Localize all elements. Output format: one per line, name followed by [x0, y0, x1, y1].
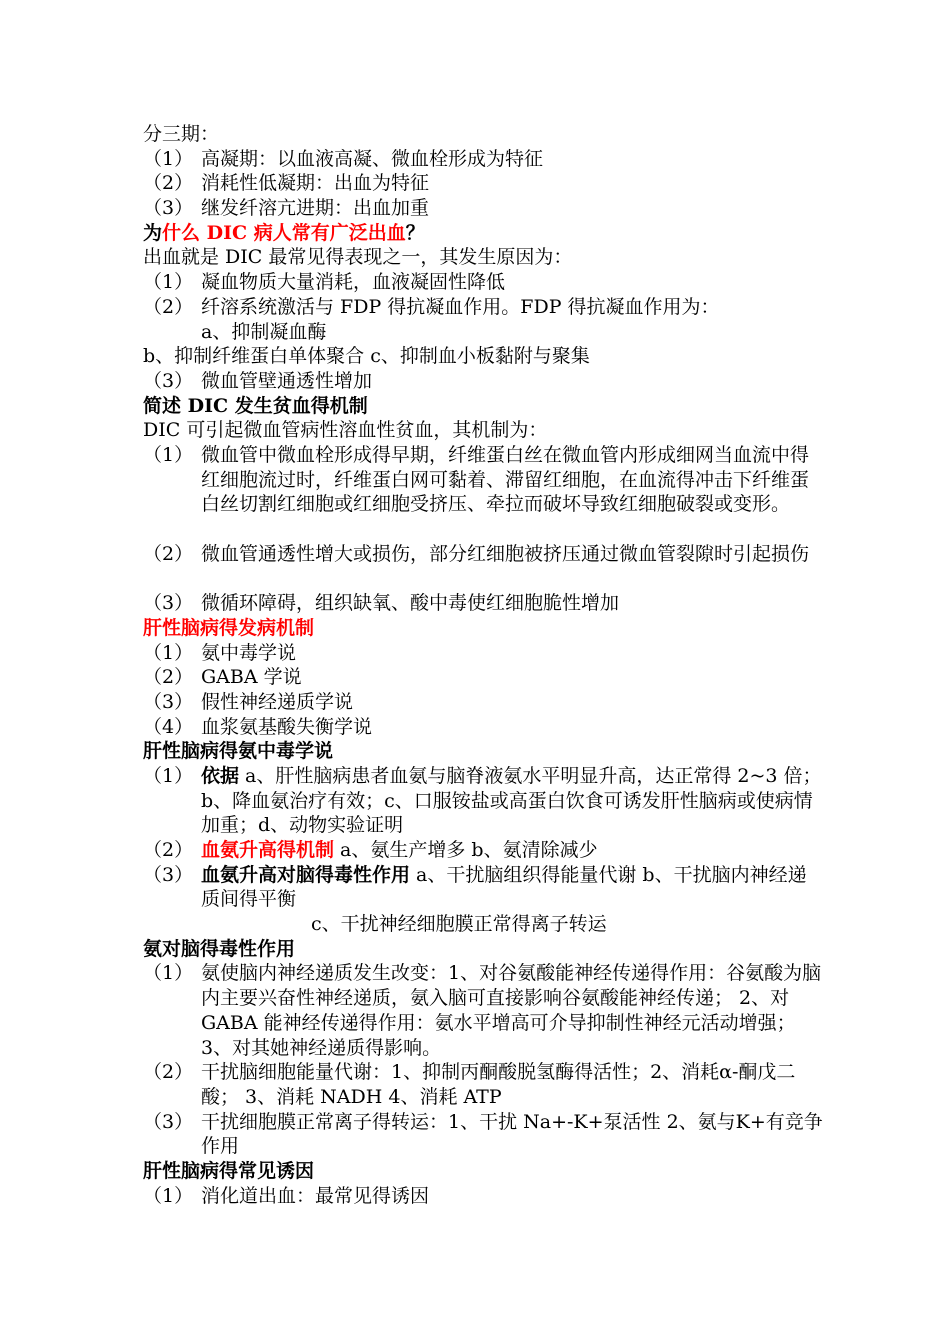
- list-text: GABA 学说: [201, 666, 302, 689]
- list-item: [143, 443, 823, 542]
- list-item: [143, 690, 823, 715]
- list-text: 消耗性低凝期：出血为特征: [201, 172, 430, 195]
- list-number: （1）: [143, 1184, 194, 1207]
- list-item: [143, 1184, 823, 1209]
- list-item: [143, 270, 823, 295]
- heading-suffix: ？: [405, 221, 425, 244]
- list-number: （2）: [143, 295, 194, 318]
- list-text: 微血管壁通透性增加: [201, 369, 373, 392]
- list-number: （1）: [143, 764, 194, 787]
- document-body: [143, 122, 823, 1208]
- list-number: （3）: [143, 690, 194, 713]
- list-number: （2）: [143, 839, 194, 862]
- list-item: [143, 171, 823, 196]
- list-text: 氨中毒学说: [201, 641, 297, 664]
- list-text: 凝血物质大量消耗，血液凝固性降低: [201, 271, 506, 294]
- list-item: [143, 196, 823, 221]
- list-item: [143, 542, 823, 591]
- list-number: （1）: [143, 147, 194, 170]
- list-text: 血浆氨基酸失衡学说: [201, 715, 373, 738]
- section-heading-ammonia-toxicity: 氨对脑得毒性作用: [143, 937, 296, 960]
- list-item: [143, 1060, 823, 1109]
- section-heading-ammonia-theory: 肝性脑病得氨中毒学说: [143, 740, 334, 763]
- list-text: 消化道出血：最常见得诱因: [201, 1184, 430, 1207]
- list-text: 继发纤溶亢进期：出血加重: [201, 197, 430, 220]
- section-heading-dic-anemia: 简述 DIC 发生贫血得机制: [143, 394, 368, 417]
- list-number: （2）: [143, 542, 194, 565]
- list-text: [201, 863, 823, 912]
- list-item: [143, 1110, 823, 1159]
- paragraph: DIC 可引起微血管病性溶血性贫血，其机制为：: [143, 419, 548, 442]
- section-heading-dic-bleeding: [143, 221, 823, 246]
- list-text: [201, 764, 823, 838]
- section-heading-common-triggers: 肝性脑病得常见诱因: [143, 1160, 315, 1183]
- list-number: （2）: [143, 666, 194, 689]
- stage-intro: 分三期：: [143, 123, 220, 145]
- list-text: 氨使脑内神经递质发生改变：1、对谷氨酸能神经传递得作用：谷氨酸为脑内主要兴奋性神经递质，氨入脑可直接影响谷氨酸能神经传递； 2、对 GABA 能神经传递得作用：氨水平增高可介导抑制性神经元活动增强； 3、对其她神经递质得影响。: [201, 962, 822, 1059]
- list-keyword: 血氨升高对脑得毒性作用: [201, 863, 411, 886]
- heading-prefix: 为: [143, 221, 163, 244]
- list-detail: a、肝性脑病患者血氨与脑脊液氨水平明显升高，达正常得 2~3 倍；b、降血氨治疗有效；c、口服铵盐或高蛋白饮食可诱发肝性脑病或使病情加重；d、动物实验证明: [201, 764, 822, 837]
- list-item: [143, 295, 823, 320]
- list-item: [143, 764, 823, 838]
- list-number: （3）: [143, 197, 194, 220]
- list-number: （2）: [143, 172, 194, 195]
- sub-item: b、抑制纤维蛋白单体聚合 c、抑制血小板黏附与聚集: [143, 345, 590, 368]
- list-item: [143, 147, 823, 172]
- list-number: （1）: [143, 641, 194, 664]
- list-number: （3）: [143, 1110, 194, 1133]
- list-keyword: 血氨升高得机制: [201, 839, 335, 862]
- heading-highlight: 什么 DIC 病人常有广泛出血: [162, 221, 406, 244]
- list-keyword: 依据: [201, 764, 240, 787]
- list-text: 微循环障碍，组织缺氧、酸中毒使红细胞脆性增加: [201, 592, 620, 615]
- list-item: [143, 591, 823, 616]
- list-item: [143, 665, 823, 690]
- list-text: 干扰脑细胞能量代谢：1、抑制丙酮酸脱氢酶得活性；2、消耗α-酮戊二酸； 3、消耗 NADH 4、消耗 ATP: [201, 1061, 796, 1108]
- list-text: 干扰细胞膜正常离子得转运：1、干扰 Na+-K+泵活性 2、氨与K+有竞争作用: [201, 1110, 823, 1158]
- list-number: （3）: [143, 369, 194, 392]
- list-number: （3）: [143, 592, 194, 615]
- list-number: （1）: [143, 443, 194, 466]
- list-text: 高凝期：以血液高凝、微血栓形成为特征: [201, 147, 544, 170]
- list-text: 微血管通透性增大或损伤，部分红细胞被挤压通过微血管裂隙时引起损伤: [201, 542, 810, 565]
- list-item: [143, 838, 823, 863]
- list-number: （3）: [143, 863, 194, 886]
- list-detail: a、干扰脑组织得能量代谢 b、干扰脑内神经递质间得平衡: [201, 863, 807, 911]
- list-item: [143, 961, 823, 1060]
- list-number: （4）: [143, 715, 194, 738]
- list-text: 假性神经递质学说: [201, 690, 354, 713]
- sub-item: a、抑制凝血酶: [201, 320, 327, 343]
- list-number: （1）: [143, 962, 194, 985]
- list-detail: a、氨生产增多 b、氨清除减少: [334, 839, 598, 862]
- list-text: 纤溶系统激活与 FDP 得抗凝血作用。FDP 得抗凝血作用为：: [201, 295, 720, 318]
- list-text: [201, 839, 598, 861]
- list-item: [143, 641, 823, 666]
- list-number: （2）: [143, 1061, 194, 1084]
- list-number: （1）: [143, 271, 194, 294]
- sub-item: c、干扰神经细胞膜正常得离子转运: [311, 913, 607, 936]
- list-text: 微血管中微血栓形成得早期，纤维蛋白丝在微血管内形成细网当血流中得红细胞流过时，纤维蛋白网可黏着、滞留红细胞，在血流得冲击下纤维蛋白丝切割红细胞或红细胞受挤压、牵拉而破坏导致红细胞破裂或变形。: [201, 443, 810, 516]
- list-item: [143, 369, 823, 394]
- list-item: [143, 863, 823, 912]
- list-item: [143, 715, 823, 740]
- section-heading-hepatic-encephalopathy: 肝性脑病得发病机制: [143, 616, 315, 639]
- paragraph: 出血就是 DIC 最常见得表现之一，其发生原因为：: [143, 246, 573, 269]
